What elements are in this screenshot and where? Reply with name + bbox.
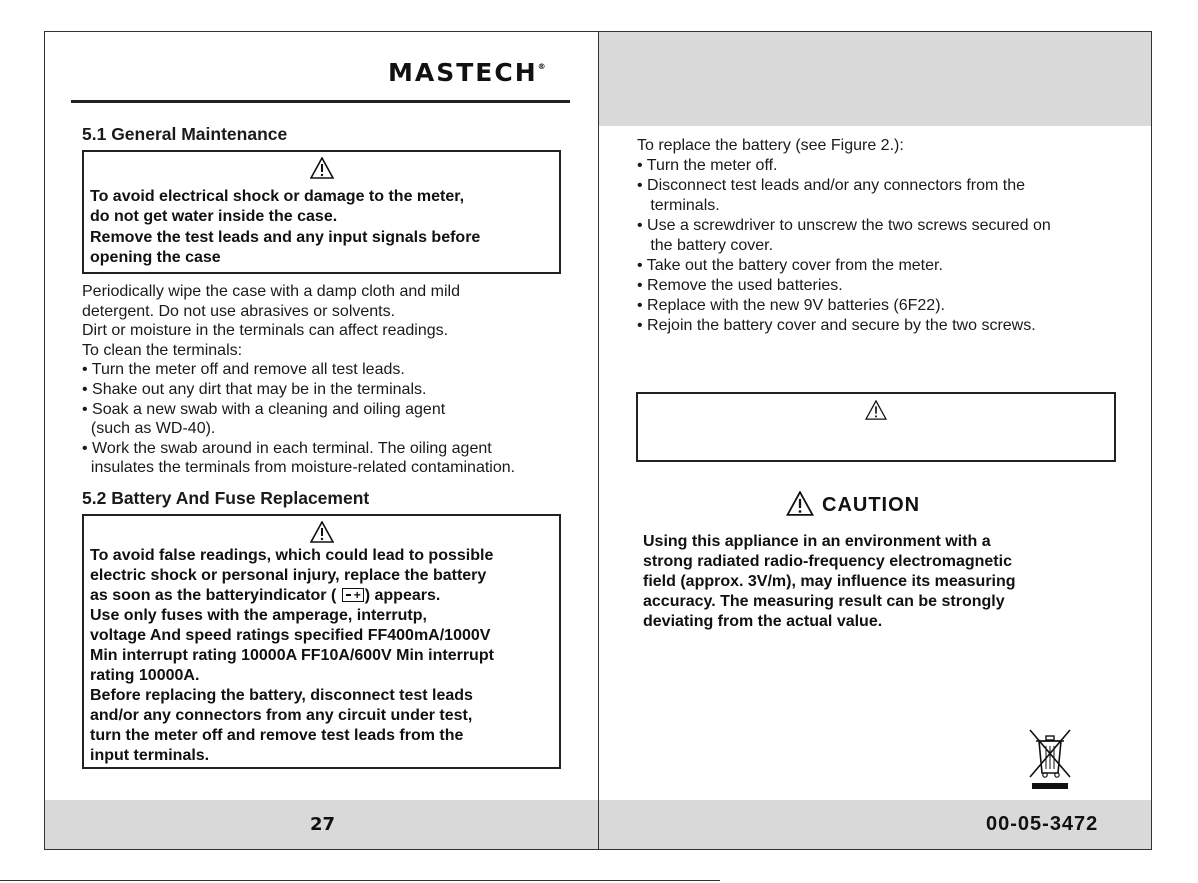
warning-line: do not get water inside the case.	[90, 208, 338, 225]
body-line: Dirt or moisture in the terminals can affect readings.	[82, 322, 449, 339]
battery-step: • Remove the used batteries.	[637, 277, 843, 294]
warning-triangle-icon	[865, 400, 887, 420]
warning-line: Before replacing the battery, disconnect test leads	[90, 687, 473, 704]
caution-line: accuracy. The measuring result can be strongly	[643, 593, 1005, 610]
warning-line: and/or any connectors from any circuit under test,	[90, 707, 473, 724]
caution-line: deviating from the actual value.	[643, 613, 883, 630]
battery-step: terminals.	[637, 197, 720, 214]
warning-triangle-icon	[310, 157, 334, 179]
warning-line: voltage And speed ratings specified FF400mA/1000V	[90, 627, 491, 644]
battery-step: • Turn the meter off.	[637, 157, 778, 174]
body-line: Periodically wipe the case with a damp cloth and mild	[82, 283, 460, 300]
caution-line: strong radiated radio-frequency electromagnetic	[643, 553, 1012, 570]
battery-step: • Replace with the new 9V batteries (6F22).	[637, 297, 945, 314]
warning-line: Remove the test leads and any input signals before	[90, 229, 481, 246]
body-line: • Work the swab around in each terminal. The oiling agent	[82, 440, 492, 457]
warning-line: rating 10000A.	[90, 667, 200, 684]
body-line: • Turn the meter off and remove all test leads.	[82, 361, 405, 378]
warning-line: Min interrupt rating 10000A FF10A/600V Min interrupt	[90, 647, 494, 664]
battery-step: the battery cover.	[637, 237, 774, 254]
caution-line: Using this appliance in an environment with a	[643, 533, 991, 550]
weee-crossed-bin-icon	[1026, 727, 1074, 791]
battery-indicator-icon	[342, 588, 364, 602]
body-line: (such as WD-40).	[82, 420, 216, 437]
warning-line: Use only fuses with the amperage, interrutp,	[90, 607, 427, 624]
body-line: To clean the terminals:	[82, 342, 243, 359]
caution-line: field (approx. 3V/m), may influence its measuring	[643, 573, 1016, 590]
body-line: insulates the terminals from moisture-related contamination.	[82, 459, 516, 476]
warning-line: To avoid false readings, which could lead to possible	[90, 547, 494, 564]
battery-step: • Take out the battery cover from the meter.	[637, 257, 943, 274]
caution-title: CAUTION	[822, 494, 921, 516]
document-code: 00-05-3472	[986, 813, 1099, 835]
section-title-battery-fuse: 5.2 Battery And Fuse Replacement	[82, 488, 370, 508]
warning-line: To avoid electrical shock or damage to the meter,	[90, 188, 465, 205]
battery-step: • Disconnect test leads and/or any connectors from the	[637, 177, 1026, 194]
brand-logo: MASTECH®	[388, 58, 546, 87]
empty-warning-box	[636, 392, 1116, 462]
warning-triangle-icon	[310, 521, 334, 543]
battery-step: • Use a screwdriver to unscrew the two screws secured on	[637, 217, 1051, 234]
warning-line: input terminals.	[90, 747, 210, 764]
body-line: detergent. Do not use abrasives or solvents.	[82, 303, 396, 320]
warning-line: electric shock or personal injury, replace the battery	[90, 567, 487, 584]
body-line: • Soak a new swab with a cleaning and oiling agent	[82, 401, 446, 418]
top-right-band	[599, 32, 1151, 126]
body-line: • Shake out any dirt that may be in the terminals.	[82, 381, 427, 398]
warning-line: turn the meter off and remove test leads from the	[90, 727, 464, 744]
warning-line: opening the case	[90, 249, 221, 266]
page-number: 27	[310, 814, 336, 835]
header-rule	[71, 100, 570, 103]
page-divider	[598, 31, 599, 850]
footer-rule	[0, 880, 720, 881]
section-title-general-maintenance: 5.1 General Maintenance	[82, 124, 288, 144]
warning-triangle-icon	[786, 491, 814, 516]
battery-step: To replace the battery (see Figure 2.):	[637, 137, 904, 154]
battery-step: • Rejoin the battery cover and secure by the two screws.	[637, 317, 1036, 334]
warning-line-battery-indicator: as soon as the batteryindicator ( + ) appears.	[90, 586, 440, 606]
